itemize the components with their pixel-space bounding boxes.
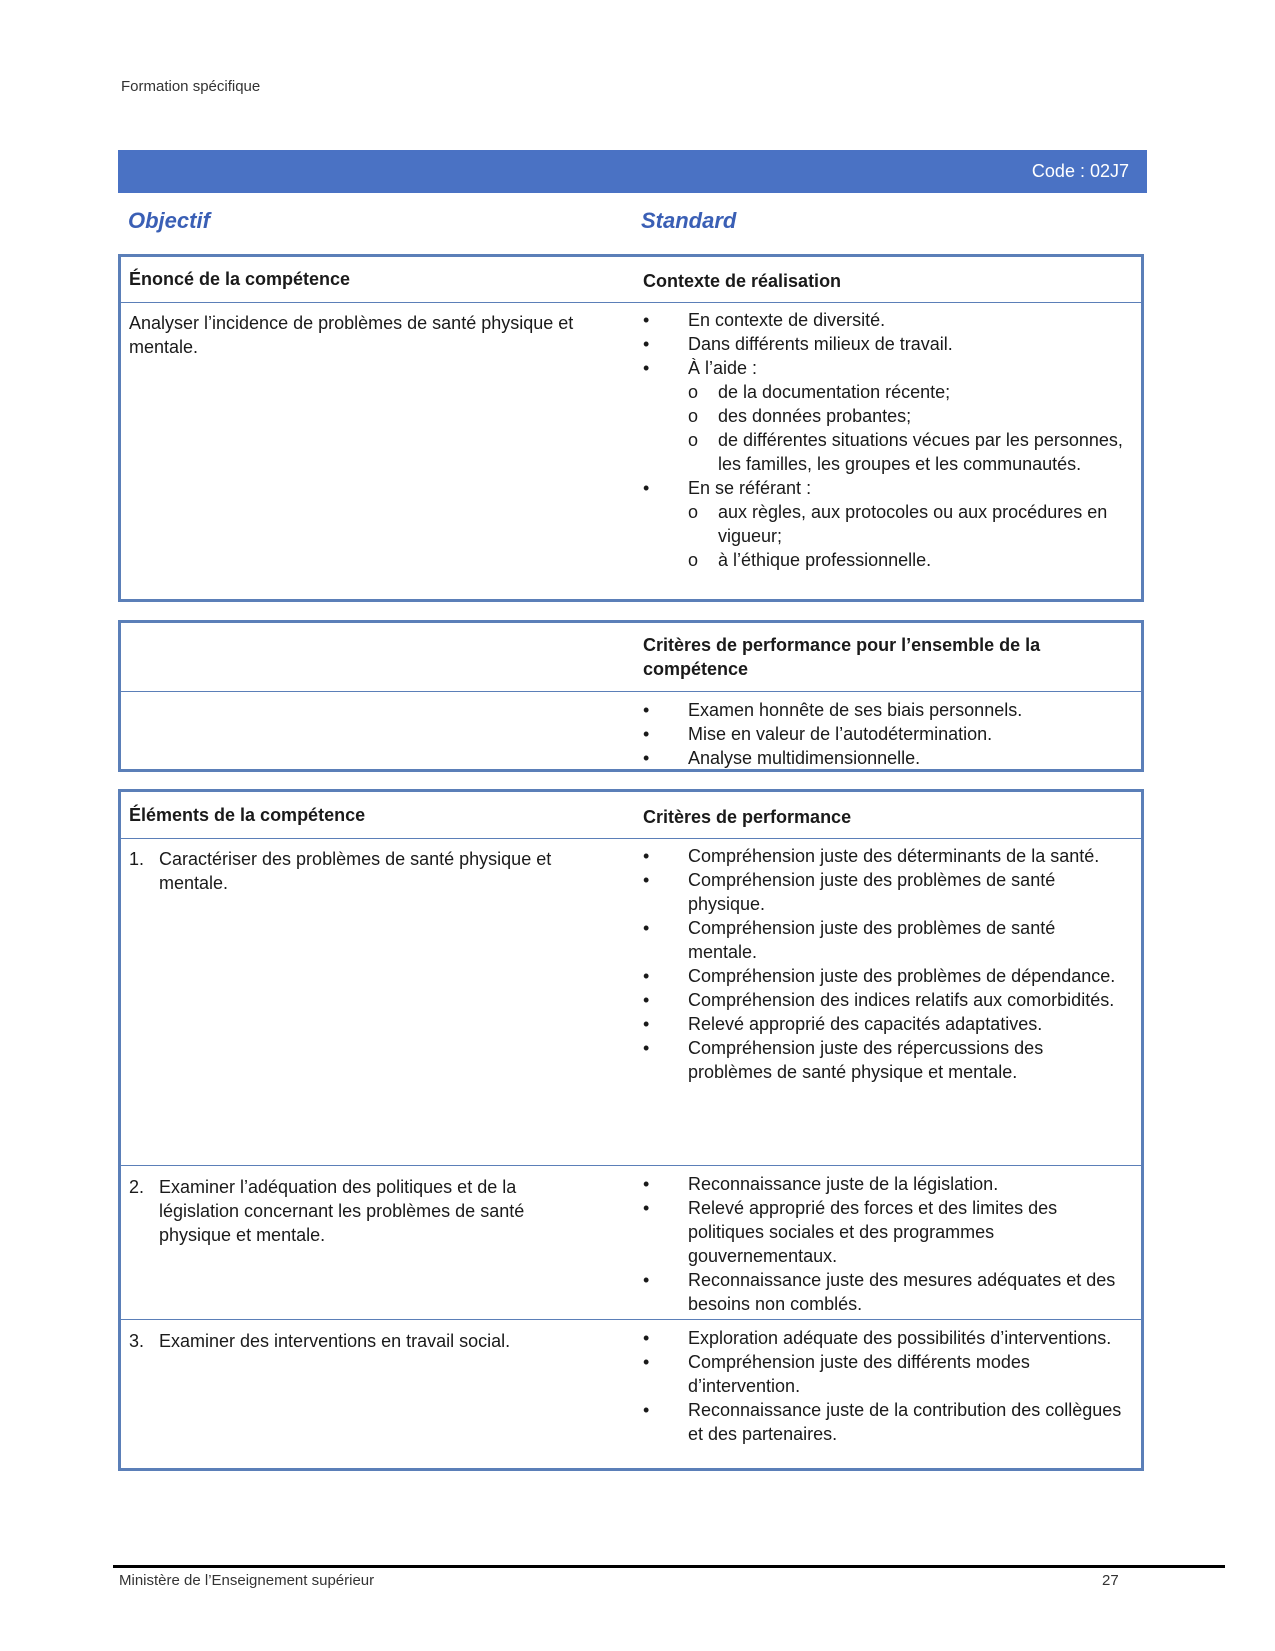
element-text: Caractériser des problèmes de santé physique et mentale. (159, 849, 552, 893)
sub-list (688, 500, 1123, 572)
context-header: Contexte de réalisation (643, 271, 842, 291)
bullet-icon: • (643, 358, 650, 378)
page-header: Formation spécifique (121, 78, 261, 95)
footer-ministry: Ministère de l’Enseignement supérieur (119, 1572, 375, 1589)
standard-heading: Standard (641, 208, 737, 233)
criteria-list (643, 844, 1123, 1084)
sub-list-item: o aux règles, aux protocoles ou aux procédures en vigueur; (688, 502, 1108, 546)
overall-criteria-list (643, 698, 1123, 770)
list-item: • Reconnaissance juste de la contribution des collègues et des partenaires. (643, 1400, 1122, 1444)
bullet-icon: • (643, 846, 650, 866)
bullet-icon: • (643, 700, 650, 720)
bullet-icon: • (643, 334, 650, 354)
course-code: Code : 02J7 (1031, 161, 1129, 181)
criteria-list (643, 1172, 1123, 1316)
bullet-icon: • (643, 1328, 650, 1348)
overall-criteria-box (118, 620, 1144, 772)
competency-element (129, 1175, 589, 1247)
bullet-icon: • (643, 478, 650, 498)
circle-bullet-icon: o (688, 430, 699, 450)
bullet-icon: • (643, 1352, 650, 1372)
bullet-icon: • (643, 310, 650, 330)
list-item: • En contexte de diversité. (643, 310, 886, 330)
context-list (643, 308, 1123, 572)
list-item: • À l’aide : o de la documentation récente; o des données probantes; o de différentes situations vécues par les personnes, les familles, les groupes et les communautés. (643, 358, 1123, 474)
box-header (121, 623, 1141, 692)
list-item: • Compréhension juste des problèmes de santé physique. (643, 870, 1056, 914)
bullet-icon: • (643, 1174, 650, 1194)
list-item: • Reconnaissance juste des mesures adéquates et des besoins non comblés. (643, 1270, 1116, 1314)
list-item: • Compréhension juste des répercussions des problèmes de santé physique et mentale. (643, 1038, 1044, 1082)
element-text: Examiner des interventions en travail social. (159, 1331, 511, 1351)
objective-heading: Objectif (128, 208, 210, 233)
bullet-icon: • (643, 1198, 650, 1218)
list-item: • Reconnaissance juste de la législation. (643, 1174, 999, 1194)
elements-header: Éléments de la compétence (129, 805, 366, 825)
competency-element (129, 1329, 589, 1353)
bullet-icon: • (643, 1014, 650, 1034)
bullet-icon: • (643, 870, 650, 890)
sub-list-item: o des données probantes; (688, 406, 912, 426)
list-item: • Relevé approprié des capacités adaptatives. (643, 1014, 1043, 1034)
element-number: 2. (129, 1177, 145, 1197)
statement-header: Énoncé de la compétence (129, 269, 351, 289)
code-bar (118, 150, 1147, 193)
page-number: 27 (1102, 1572, 1119, 1589)
list-item: • Relevé approprié des forces et des limites des politiques sociales et des programmes gouvernementaux. (643, 1198, 1058, 1266)
box-header (121, 257, 1141, 303)
circle-bullet-icon: o (688, 406, 699, 426)
bullet-icon: • (643, 1270, 650, 1290)
sub-list (688, 380, 1123, 476)
element-number: 1. (129, 849, 145, 869)
list-item: • Compréhension juste des déterminants de la santé. (643, 846, 1100, 866)
sub-list-item: o de la documentation récente; (688, 382, 951, 402)
competency-statement: Analyser l’incidence de problèmes de santé physique et mentale. (129, 313, 574, 357)
list-item: • En se référant : o aux règles, aux protocoles ou aux procédures en vigueur; o à l’éthique professionnelle. (643, 476, 1123, 572)
row-divider (121, 1319, 1141, 1320)
competency-elements-box (118, 789, 1144, 1471)
list-item: • Mise en valeur de l’autodétermination. (643, 724, 993, 744)
bullet-icon: • (643, 918, 650, 938)
element-text: Examiner l’adéquation des politiques et de la législation concernant les problèmes de santé physique et mentale. (159, 1177, 525, 1245)
competency-element (129, 847, 589, 895)
list-item: • Compréhension juste des problèmes de dépendance. (643, 966, 1116, 986)
list-item: • Analyse multidimensionnelle. (643, 748, 921, 768)
list-item: • Dans différents milieux de travail. (643, 334, 953, 354)
list-item: • Compréhension juste des problèmes de santé mentale. (643, 918, 1056, 962)
bullet-icon: • (643, 966, 650, 986)
bullet-icon: • (643, 724, 650, 744)
bullet-icon: • (643, 1038, 650, 1058)
competency-statement-box (118, 254, 1144, 602)
footer-rule (113, 1565, 1225, 1568)
criteria-list (643, 1326, 1123, 1446)
circle-bullet-icon: o (688, 502, 699, 522)
circle-bullet-icon: o (688, 550, 699, 570)
list-item: • Compréhension des indices relatifs aux comorbidités. (643, 990, 1115, 1010)
list-item: • Examen honnête de ses biais personnels. (643, 700, 1023, 720)
list-item: • Exploration adéquate des possibilités d’interventions. (643, 1328, 1112, 1348)
row-divider (121, 1165, 1141, 1166)
bullet-icon: • (643, 748, 650, 768)
list-item: • Compréhension juste des différents modes d’intervention. (643, 1352, 1030, 1396)
sub-list-item: o à l’éthique professionnelle. (688, 550, 932, 570)
box-header (121, 792, 1141, 839)
sub-list-item: o de différentes situations vécues par les personnes, les familles, les groupes et les communautés. (688, 430, 1123, 474)
column-headings (128, 208, 1138, 238)
performance-criteria-header: Critères de performance (643, 807, 852, 827)
bullet-icon: • (643, 990, 650, 1010)
element-number: 3. (129, 1331, 145, 1351)
circle-bullet-icon: o (688, 382, 699, 402)
overall-criteria-header: Critères de performance pour l’ensemble de la compétence (643, 635, 1041, 679)
bullet-icon: • (643, 1400, 650, 1420)
